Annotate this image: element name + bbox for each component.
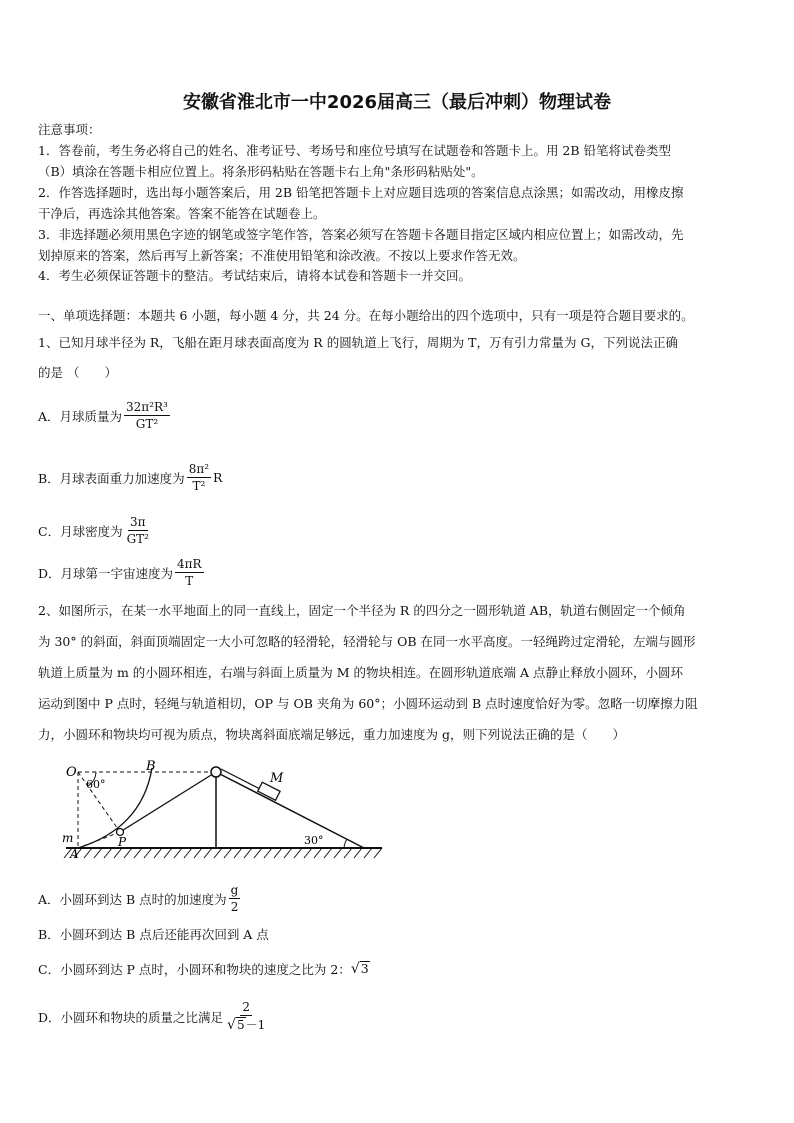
- question-2-option-c: [38, 960, 370, 978]
- label-60-degrees: 60°: [86, 778, 106, 791]
- sqrt-expression: [351, 961, 370, 977]
- fraction-numerator: 32π²R³: [126, 400, 168, 414]
- fraction-denominator: [225, 1016, 267, 1033]
- notes-heading: 注意事项：: [38, 122, 101, 137]
- denominator-tail: －1: [245, 1018, 266, 1032]
- fraction-numerator: 4πR: [177, 557, 202, 571]
- label-m: m: [62, 831, 74, 845]
- question-2-stem-line-4: 运动到图中 P 点时，轻绳与轨道相切，OP 与 OB 夹角为 60°；小圆环运动到 B 点时速度恰好为零。忽略一切摩擦力阻: [38, 696, 698, 711]
- question-1-option-c: [38, 515, 151, 546]
- radical-sign: √: [350, 961, 360, 977]
- angle-30-arc: [344, 839, 347, 848]
- note-1-line-1: 1．答卷前，考生务必将自己的姓名、准考证号、考场号和座位号填写在试题卷和答题卡上。用 2B 铅笔将试卷类型: [38, 143, 672, 158]
- option-c-label: C．月球密度为: [38, 523, 123, 539]
- label-b: B: [146, 759, 156, 774]
- fraction-numerator: g: [230, 883, 239, 897]
- option-d-label: D．月球第一宇宙速度为: [38, 565, 174, 581]
- option-c-fraction: [125, 515, 151, 546]
- ground-hatching: [64, 848, 382, 858]
- question-1-option-d: [38, 557, 204, 588]
- fraction-denominator: T²: [192, 479, 206, 493]
- option-c-label: C．小圆环到达 P 点时，小圆环和物块的速度之比为 2：: [38, 962, 351, 977]
- question-1-option-b: [38, 462, 222, 493]
- incline-surface: [216, 772, 364, 848]
- label-p: P: [118, 835, 127, 849]
- sqrt-expression: [227, 1017, 246, 1033]
- question-1-stem-line-1: 1、已知月球半径为 R，飞船在距月球表面高度为 R 的圆轨道上飞行，周期为 T，万有引力常量为 G，下列说法正确: [38, 335, 678, 350]
- question-2-stem-line-1: 2、如图所示，在某一水平地面上的同一直线上，固定一个半径为 R 的四分之一圆形轨道 AB，轨道右侧固定一个倾角: [38, 603, 686, 618]
- fraction-denominator: T: [185, 574, 194, 588]
- radicand: 5: [236, 1018, 245, 1032]
- question-2-option-a: [38, 883, 240, 914]
- label-a: A: [70, 847, 79, 861]
- question-2-option-d: [38, 1000, 267, 1033]
- rope-to-ring: [120, 772, 216, 832]
- fraction-denominator: GT²: [135, 417, 159, 431]
- radical-sign: √: [227, 1017, 236, 1033]
- page-title: 安徽省淮北市一中2026届高三（最后冲刺）物理试卷: [182, 92, 612, 113]
- option-a-label: A．月球质量为: [38, 408, 123, 424]
- question-2-stem-line-5: 力，小圆环和物块均可视为质点，物块离斜面底端足够远，重力加速度为 g，则下列说法正确的是（ ）: [38, 727, 625, 742]
- note-3-line-2: 划掉原来的答案，然后再写上新答案；不准使用铅笔和涂改液。不按以上要求作答无效。: [38, 248, 526, 263]
- physics-diagram: [60, 758, 390, 862]
- option-b-suffix: R: [213, 470, 223, 485]
- option-d-fraction: [175, 557, 204, 588]
- option-a-fraction: [229, 883, 241, 914]
- radicand: 3: [360, 961, 369, 976]
- note-2-line-1: 2．作答选择题时，选出每小题答案后，用 2B 铅笔把答题卡上对应题目选项的答案信息点涂黑；如需改动，用橡皮擦: [38, 185, 684, 200]
- fraction-numerator: 2: [242, 1000, 250, 1014]
- note-3-line-1: 3．非选择题必须用黑色字迹的钢笔或签字笔作答，答案必须写在答题卡各题目指定区域内相应位置上；如需改动，先: [38, 227, 684, 242]
- option-a-label: A．小圆环到达 B 点时的加速度为: [38, 891, 227, 907]
- fraction-numerator: 3π: [130, 515, 146, 529]
- label-o: O: [66, 765, 77, 780]
- label-30-degrees: 30°: [304, 834, 324, 847]
- option-d-fraction: [225, 1000, 267, 1033]
- note-2-line-2: 干净后，再选涂其他答案。答案不能答在试题卷上。: [38, 206, 326, 221]
- note-4: 4．考生必须保证答题卡的整洁。考试结束后，请将本试卷和答题卡一并交回。: [38, 268, 471, 283]
- fraction-denominator: GT²: [126, 532, 149, 546]
- option-b-fraction: [187, 462, 211, 493]
- note-1-line-2: （B）填涂在答题卡相应位置上。将条形码粘贴在答题卡右上角"条形码粘贴处"。: [38, 164, 484, 179]
- question-2-option-b: [38, 925, 269, 943]
- question-1-stem-line-2: 的是 （ ）: [38, 365, 117, 380]
- pulley: [211, 767, 221, 777]
- option-b-text: B．小圆环到达 B 点后还能再次回到 A 点: [38, 927, 269, 942]
- question-2-stem-line-3: 轨道上质量为 m 的小圆环相连，右端与斜面上质量为 M 的物块相连。在圆形轨道底端 A 点静止释放小圆环，小圆环: [38, 665, 684, 680]
- rope-to-block: [221, 769, 264, 791]
- question-2-stem-line-2: 为 30° 的斜面，斜面顶端固定一大小可忽略的轻滑轮，轻滑轮与 OB 在同一水平高度。一轻绳跨过定滑轮，左端与圆形: [38, 634, 696, 649]
- option-a-fraction: [124, 400, 170, 431]
- option-d-label: D．小圆环和物块的质量之比满足: [38, 1009, 224, 1025]
- fraction-denominator: 2: [230, 900, 239, 914]
- option-b-label: B．月球表面重力加速度为: [38, 470, 185, 486]
- section-heading: 一、单项选择题：本题共 6 小题，每小题 4 分，共 24 分。在每小题给出的四个选项中，只有一项是符合题目要求的。: [38, 308, 694, 323]
- question-1-option-a: [38, 400, 170, 431]
- label-m-capital: M: [270, 771, 284, 786]
- fraction-numerator: 8π²: [188, 462, 210, 476]
